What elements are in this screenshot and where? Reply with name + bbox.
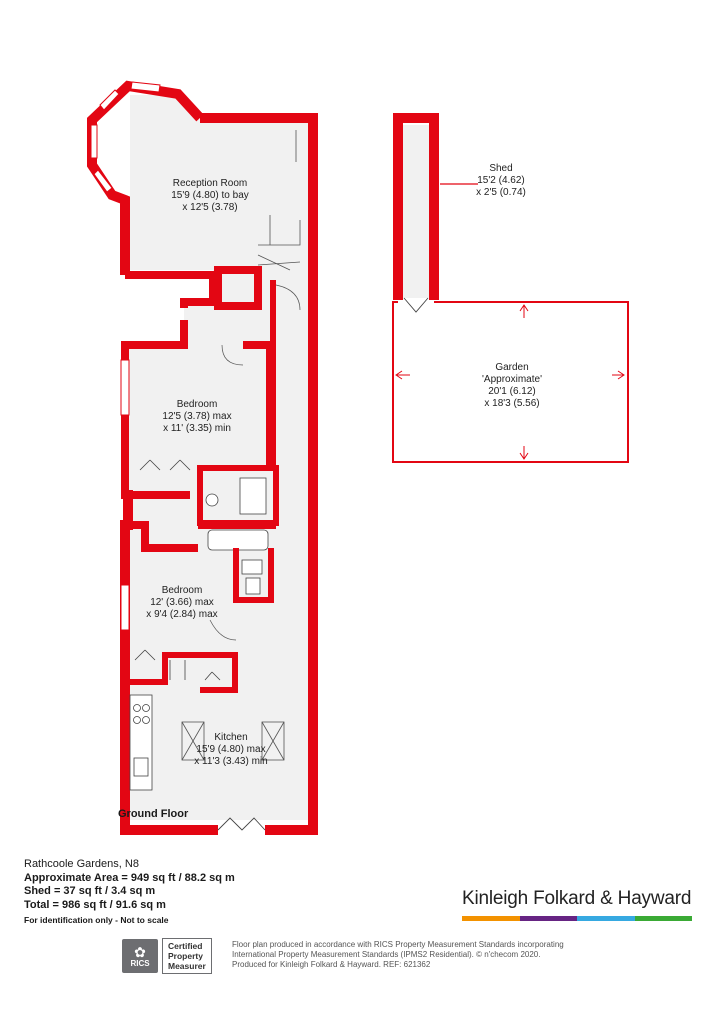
disclaimer-note: For identification only - Not to scale [24,915,169,925]
stripe-orange [462,916,520,921]
bedroom1-dim1: 12'5 (3.78) max [162,411,232,422]
cert-line3: Measurer [168,961,206,971]
stair-box [218,270,258,306]
kitchen-dim2: x 11'3 (3.43) min [194,756,268,767]
garden-dim3: x 18'3 (5.56) [484,398,540,409]
brand-stripe [462,916,692,921]
shed-name: Shed [489,163,513,174]
total-area: Total = 986 sq ft / 91.6 sq m [24,898,166,911]
bedroom2-name: Bedroom [161,585,203,596]
shed-floor [400,125,432,298]
rics-logo [122,939,158,973]
bathroom-wall [198,523,276,529]
bedroom1-window [121,360,129,415]
rics-certification [162,938,212,974]
rics-crest-icon: ✿ [134,943,146,960]
basin-icon [242,560,262,574]
bathroom-right-wall [268,548,274,603]
reception-name: Reception Room [172,178,248,189]
stripe-blue [577,916,635,921]
garden-name: Garden [495,362,529,373]
bathtub [208,530,268,550]
cert-line1: Certified [168,941,203,951]
shower-tray [240,478,266,514]
reception-dim2: x 12'5 (3.78) [182,202,238,213]
shed-area: Shed = 37 sq ft / 3.4 sq m [24,885,156,897]
bedroom2-dim2: x 9'4 (2.84) max [146,609,218,620]
kitchen-name: Kitchen [214,732,248,743]
stripe-green [635,916,693,921]
shed-door [404,298,428,312]
sink-icon [134,758,148,776]
approximate-area: Approximate Area = 949 sq ft / 88.2 sq m [24,871,235,884]
brand-block [462,888,692,921]
brand-name: Kinleigh Folkard & Hayward [462,888,692,909]
measurement-disclaimer [232,940,612,970]
reception-dim1: 15'9 (4.80) to bay [171,190,249,201]
bedroom1-name: Bedroom [176,399,218,410]
toilet-2-icon [246,578,260,594]
shed [398,118,478,312]
address: Rathcoole Gardens, N8 [24,858,139,870]
garden-dim2: 20'1 (6.12) [488,386,536,397]
reception-wall [125,275,213,308]
shed-dim1: 15'2 (4.62) [477,175,525,186]
bedroom2-dim1: 12' (3.66) max [150,597,214,608]
shed-dim2: x 2'5 (0.74) [476,187,526,198]
stripe-purple [520,916,578,921]
bedroom2-window [121,585,129,630]
disclaimer-line3: Produced for Kinleigh Folkard & Hayward. REF: 621362 [232,960,431,969]
rics-logo-text: RICS [130,958,150,968]
floor-label: Ground Floor [118,808,189,820]
kitchen-dim1: 15'9 (4.80) max [196,744,266,755]
rics-badge [122,938,212,974]
garden-dim1: 'Approximate' [482,374,542,385]
disclaimer-line2: International Property Measurement Standards (IPMS2 Residential). © n'checom 2020. [232,950,541,959]
property-info [24,858,235,928]
cert-line2: Property [168,951,203,961]
disclaimer-line1: Floor plan produced in accordance with RICS Property Measurement Standards incorporating [232,940,564,949]
bedroom1-dim2: x 11' (3.35) min [163,423,231,434]
toilet-icon [206,494,218,506]
